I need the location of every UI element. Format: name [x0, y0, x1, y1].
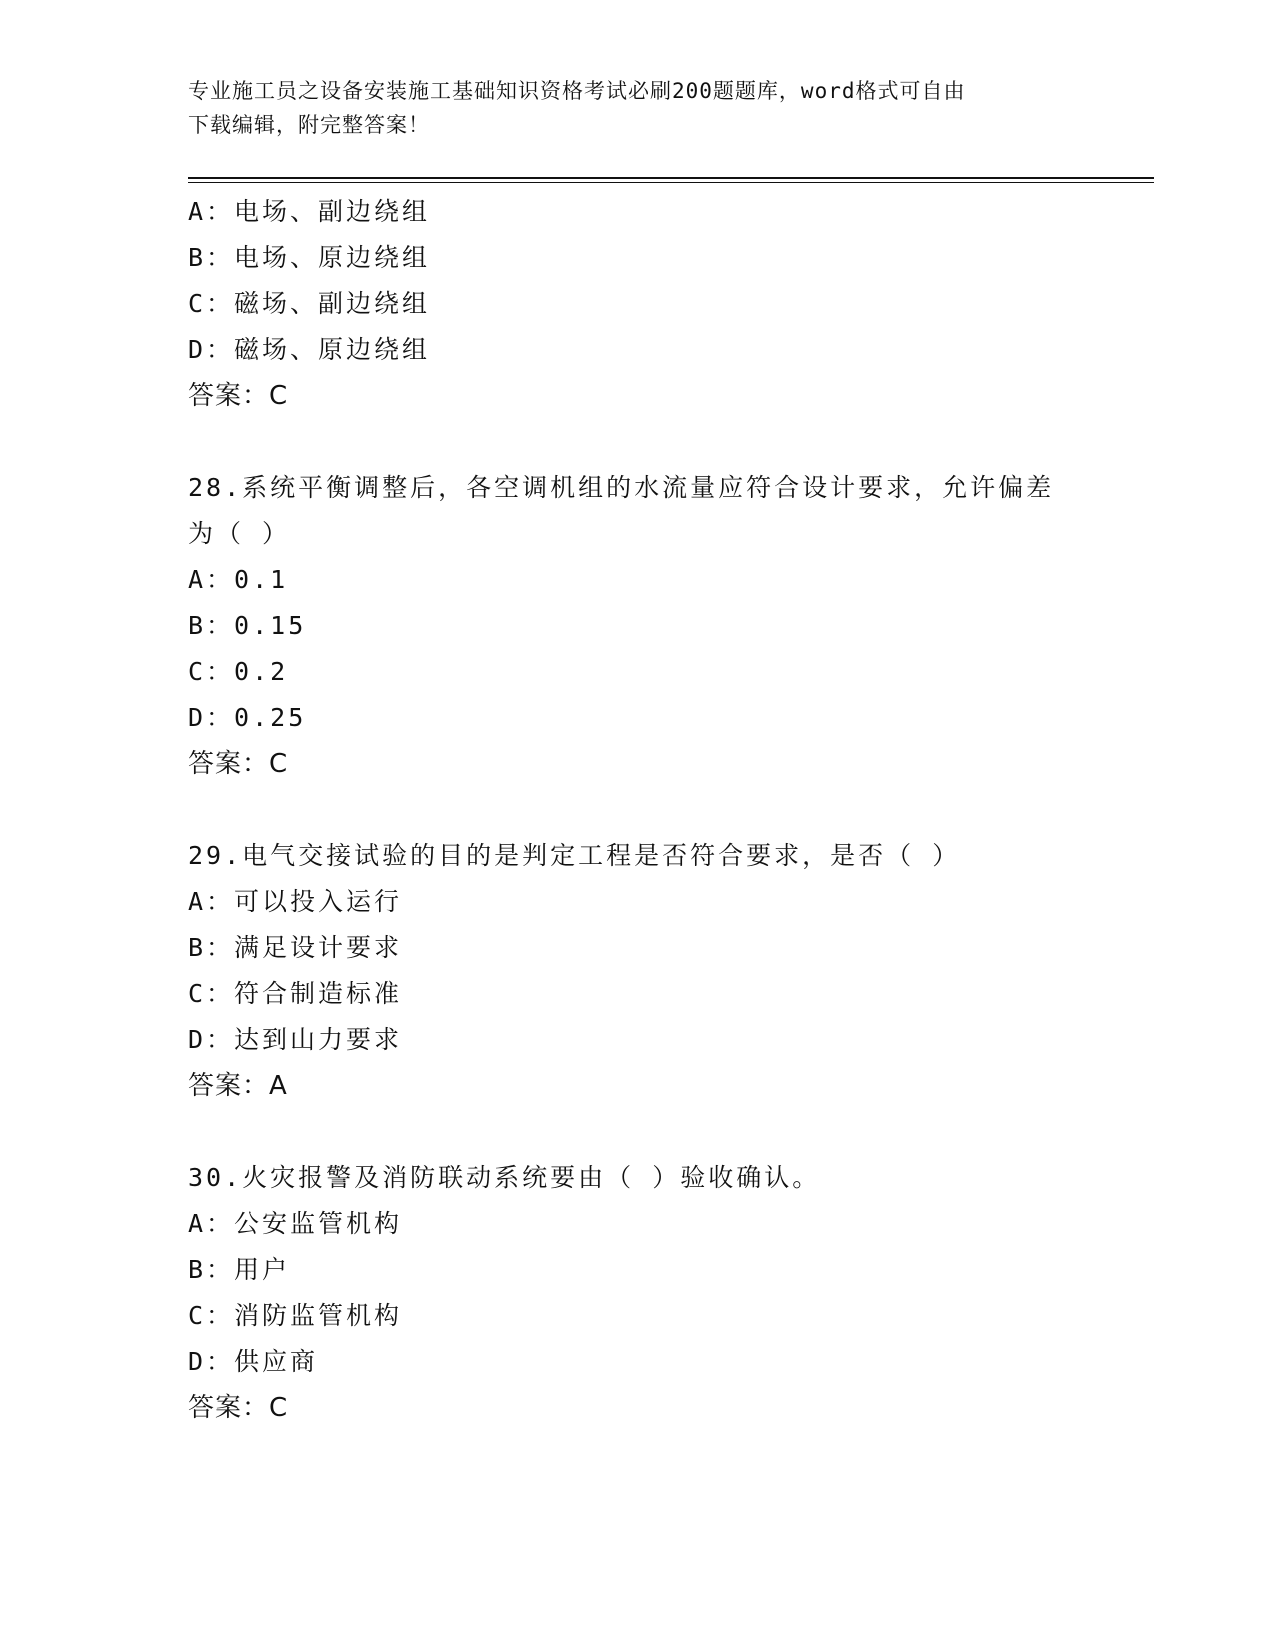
- answer-line: 答案：C: [188, 749, 289, 779]
- answer-line: 答案：C: [188, 1393, 289, 1423]
- question-stem: 29.电气交接试验的目的是判定工程是否符合要求，是否（ ）: [188, 841, 961, 870]
- option-d: D：供应商: [188, 1347, 319, 1376]
- option-c: C：消防监管机构: [188, 1301, 403, 1330]
- header-line-1: 专业施工员之设备安装施工基础知识资格考试必刷200题题库，word格式可自由: [188, 79, 966, 103]
- question-list: [188, 189, 1118, 1431]
- spacer: [188, 787, 1118, 833]
- option-b: B：满足设计要求: [188, 933, 403, 962]
- option-c: C：0.2: [188, 657, 289, 686]
- header-divider-thin: [188, 182, 1154, 183]
- option-c: C：符合制造标准: [188, 979, 403, 1008]
- option-b: B：电场、原边绕组: [188, 243, 431, 272]
- spacer: [188, 419, 1118, 465]
- header-line-2: 下载编辑，附完整答案！: [188, 113, 430, 137]
- question-27: [188, 189, 1118, 419]
- option-a: A：0.1: [188, 565, 289, 594]
- option-b: B：0.15: [188, 611, 307, 640]
- option-b: B：用户: [188, 1255, 291, 1284]
- question-stem: 28.系统平衡调整后，各空调机组的水流量应符合设计要求，允许偏差: [188, 473, 1055, 502]
- question-29: [188, 833, 1118, 1109]
- answer-line: 答案：A: [188, 1071, 288, 1101]
- option-c: C：磁场、副边绕组: [188, 289, 431, 318]
- document-header: [188, 74, 1068, 142]
- option-d: D：0.25: [188, 703, 307, 732]
- question-stem-continued: 为（ ）: [188, 519, 291, 548]
- option-d: D：磁场、原边绕组: [188, 335, 431, 364]
- question-stem: 30.火灾报警及消防联动系统要由（ ）验收确认。: [188, 1163, 821, 1192]
- option-a: A：电场、副边绕组: [188, 197, 431, 226]
- question-30: [188, 1155, 1118, 1431]
- question-28: [188, 465, 1118, 787]
- spacer: [188, 1109, 1118, 1155]
- answer-line: 答案：C: [188, 381, 289, 411]
- option-d: D：达到山力要求: [188, 1025, 403, 1054]
- option-a: A：公安监管机构: [188, 1209, 403, 1238]
- option-a: A：可以投入运行: [188, 887, 403, 916]
- header-divider-thick: [188, 177, 1154, 179]
